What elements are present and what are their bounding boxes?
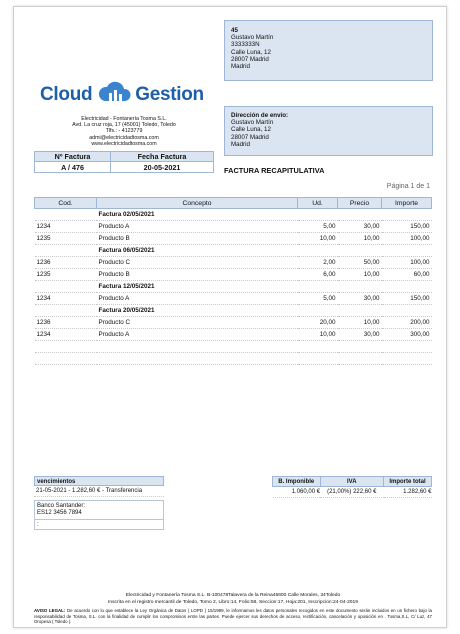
cell-units: 10,00 xyxy=(298,233,338,245)
client-city: 28007 Madrid xyxy=(231,55,269,63)
cell-concept: Producto A xyxy=(97,221,298,233)
table-row xyxy=(35,317,432,329)
invoice-number: A / 476 xyxy=(35,162,111,173)
cell-concept: Producto B xyxy=(97,269,298,281)
company-info xyxy=(34,116,214,147)
cell-amount: 100,00 xyxy=(382,257,432,269)
invoice-date-label: Fecha Factura xyxy=(111,152,214,162)
cell-code: 1234 xyxy=(35,221,97,233)
footer xyxy=(34,592,432,606)
cell-code: 1235 xyxy=(35,269,97,281)
cell-amount: 200,00 xyxy=(382,317,432,329)
bank-box xyxy=(34,500,164,520)
due-dates xyxy=(34,476,164,530)
cell-code: 1234 xyxy=(35,293,97,305)
company-logo xyxy=(40,81,210,111)
cell-code: 1236 xyxy=(35,317,97,329)
cell-amount: 150,00 xyxy=(382,293,432,305)
cell-empty xyxy=(338,341,382,353)
invoice-lines xyxy=(34,197,432,365)
table-row xyxy=(35,221,432,233)
table-row xyxy=(35,293,432,305)
group-title: Factura 20/05/2021 xyxy=(97,305,432,317)
col-amount: Importe xyxy=(382,198,432,209)
due-entry: 21-05-2021 - 1.282,60 € - Transferencia xyxy=(34,486,164,497)
logo-text-cloud: Cloud xyxy=(40,84,93,105)
client-nif: 3333333N xyxy=(231,41,260,49)
invoice-number-label: Nº Factura xyxy=(35,152,111,162)
col-code: Cod. xyxy=(35,198,97,209)
footer-line-2: Inscrita en el registro mercantil de Toledo, Tomo 2, Libro:14, Folio:58, Seccion:17, Hoja:201, Inscripcion:24-04-2019 xyxy=(108,600,358,605)
col-concept: Concepto xyxy=(97,198,298,209)
shipping-province: Madrid xyxy=(231,140,250,148)
table-row-empty xyxy=(35,341,432,353)
cell-amount: 150,00 xyxy=(382,221,432,233)
bank-name: Banco Santander: xyxy=(37,503,86,509)
col-price: Precio xyxy=(338,198,382,209)
cell-code: 1236 xyxy=(35,257,97,269)
cell-price: 10,00 xyxy=(338,317,382,329)
client-box xyxy=(224,20,433,81)
cell-concept: Producto C xyxy=(97,257,298,269)
cell-empty xyxy=(97,341,298,353)
cell-empty xyxy=(35,209,97,221)
invoice-group-row xyxy=(35,305,432,317)
cell-empty xyxy=(382,353,432,365)
legal-notice xyxy=(34,608,432,625)
company-web[interactable]: www.electricidadtosma.com xyxy=(91,140,157,147)
footer-line-1: Electricidad y Fontanería Tosma S.L. B-100478Talavera de la Reina45600 Calle Morales, 34Toledo xyxy=(125,593,341,598)
shipping-address: Calle Luna, 12 xyxy=(231,126,271,134)
cell-empty xyxy=(382,341,432,353)
company-name: Electricidad - Fontanería Tosma S.L. xyxy=(81,116,167,122)
invoice-type: FACTURA RECAPITULATIVA xyxy=(224,166,325,175)
client-address: Calle Luna, 12 xyxy=(231,48,271,56)
shipping-name: Gustavo Martín xyxy=(231,119,274,127)
cell-units: 10,00 xyxy=(298,329,338,341)
cell-empty xyxy=(35,245,97,257)
shipping-box xyxy=(224,106,433,156)
cell-empty xyxy=(97,353,298,365)
total-label: Importe total xyxy=(384,477,432,487)
logo-text-gestion: Gestion xyxy=(135,84,204,105)
page-number: Página 1 de 1 xyxy=(386,183,430,190)
bank-account: ES12 3456 7894 xyxy=(37,510,82,516)
cell-empty xyxy=(338,353,382,365)
due-label: vencimientos xyxy=(34,476,164,486)
group-title: Factura 12/05/2021 xyxy=(97,281,432,293)
cell-empty xyxy=(35,305,97,317)
table-row-empty xyxy=(35,353,432,365)
cell-price: 10,00 xyxy=(338,269,382,281)
cell-units: 6,00 xyxy=(298,269,338,281)
cell-price: 30,00 xyxy=(338,329,382,341)
cell-empty xyxy=(298,341,338,353)
vat-value: (21,00%) 222,60 € xyxy=(320,487,383,498)
company-address: Avd. La cruz roja, 17 (45001) Toledo, Toledo xyxy=(72,122,176,129)
company-email[interactable]: admi@electricidadtosma.com xyxy=(89,134,159,141)
cell-units: 5,00 xyxy=(298,221,338,233)
shipping-label: Dirección de envío: xyxy=(231,112,289,119)
col-units: Ud. xyxy=(298,198,338,209)
cell-empty xyxy=(35,353,97,365)
cell-price: 10,00 xyxy=(338,233,382,245)
total-value: 1.282,60 € xyxy=(384,487,432,498)
company-phone: Tlfs.: - 4123779 xyxy=(105,128,143,135)
base-label: B. Imponible xyxy=(273,477,321,487)
cell-empty xyxy=(35,281,97,293)
cell-price: 50,00 xyxy=(338,257,382,269)
invoice-header xyxy=(34,151,214,173)
totals xyxy=(272,476,432,498)
invoice-group-row xyxy=(35,209,432,221)
invoice-lines-body xyxy=(35,209,432,365)
legal-text: De acuerdo con lo que establece la Ley Orgánica de Datos ( LOPD ) 15/1999, le informamos les datos personales recogidos en este documento serán incluidos en un fichero bajo la responsabilidad de Tosma, S.L. con la finalidad de cumplir los compromisos entre las partes. Puede ejercer sus derechos de acceso, rectificación, cancelación y oposición en . Tosma,S.L, C/ Luz, 47 Oropesa ( Toledo ). xyxy=(34,608,432,625)
group-title: Factura 06/05/2021 xyxy=(97,245,432,257)
cell-concept: Producto A xyxy=(97,329,298,341)
shipping-city: 28007 Madrid xyxy=(231,133,269,141)
legal-label: AVISO LEGAL: xyxy=(34,608,66,613)
cloud-chart-icon xyxy=(97,81,131,103)
invoice-group-row xyxy=(35,281,432,293)
cell-amount: 300,00 xyxy=(382,329,432,341)
cell-concept: Producto C xyxy=(97,317,298,329)
invoice-group-row xyxy=(35,245,432,257)
base-value: 1.060,00 € xyxy=(273,487,321,498)
table-row xyxy=(35,257,432,269)
group-title: Factura 02/05/2021 xyxy=(97,209,432,221)
cell-units: 20,00 xyxy=(298,317,338,329)
cell-amount: 100,00 xyxy=(382,233,432,245)
table-row xyxy=(35,329,432,341)
cell-empty xyxy=(298,353,338,365)
cell-code: 1235 xyxy=(35,233,97,245)
cell-concept: Producto A xyxy=(97,293,298,305)
client-province: Madrid xyxy=(231,63,250,71)
cell-price: 30,00 xyxy=(338,221,382,233)
client-number: 45 xyxy=(231,27,238,34)
table-row xyxy=(35,269,432,281)
vat-label: IVA xyxy=(320,477,383,487)
cell-code: 1234 xyxy=(35,329,97,341)
invoice-page xyxy=(13,6,447,628)
cell-amount: 60,00 xyxy=(382,269,432,281)
table-row xyxy=(35,233,432,245)
cell-units: 5,00 xyxy=(298,293,338,305)
cell-price: 30,00 xyxy=(338,293,382,305)
client-name: Gustavo Martín xyxy=(231,34,274,42)
cell-empty xyxy=(35,341,97,353)
cell-units: 2,00 xyxy=(298,257,338,269)
cell-concept: Producto B xyxy=(97,233,298,245)
bank-extra: : xyxy=(34,520,164,530)
invoice-date: 20-05-2021 xyxy=(111,162,214,173)
